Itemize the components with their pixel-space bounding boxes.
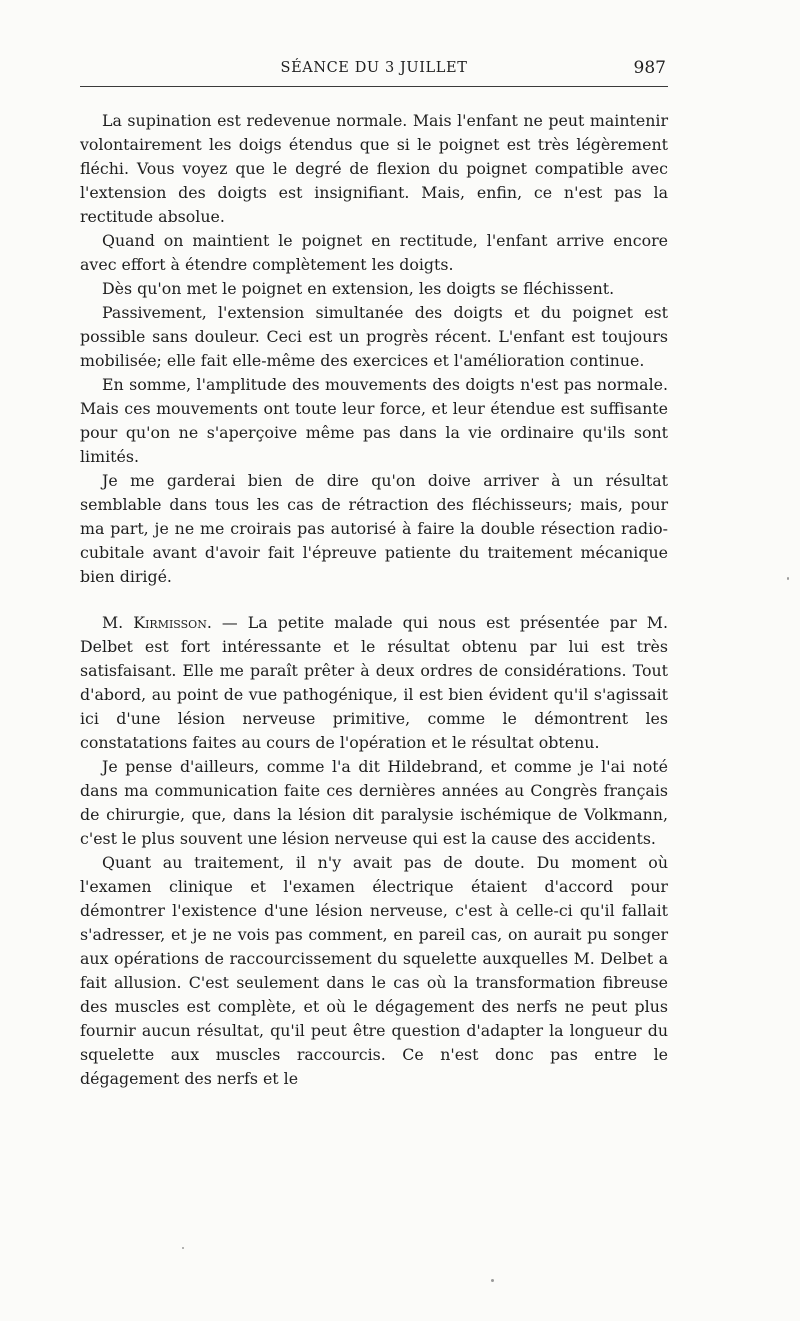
running-head: [80, 58, 668, 87]
kirmisson-intervention: [80, 611, 668, 755]
paragraph-2: Quand on maintient le poignet en rectitude, l'enfant arrive encore avec effort à étendre complètement les doigts.: [80, 231, 668, 274]
paragraph-6: Je me garderai bien de dire qu'on doive arriver à un résultat semblable dans tous les cas de rétraction des fléchisseurs; mais, pour ma part, je ne me croirais pas autorisé à faire la double résection radio-cubitale avant d'avoir fait l'épreuve patiente du traitement mécanique bien dirigé.: [80, 471, 668, 586]
paper-speck: [491, 1279, 494, 1282]
speaker-prefix: M.: [102, 613, 124, 632]
running-head-title: SÉANCE DU 3 JUILLET: [280, 60, 468, 76]
kirmisson-opening: — La petite malade qui nous est présentée par M. Delbet est fort intéressante et le résultat obtenu par lui est très satisfaisant. Elle me paraît prêter à deux ordres de considérations. Tout d'abord, au point de vue pathogénique, il est bien évident qu'il s'agissait ici d'une lésion nerveuse primitive, comme le démontrent les constatations faites au cours de l'opération et le résultat obtenu.: [80, 613, 668, 752]
page-number: 987: [633, 58, 666, 78]
paragraph-3: Dès qu'on met le poignet en extension, les doigts se fléchissent.: [102, 279, 615, 298]
paper-speck: [787, 577, 789, 580]
kirmisson-paragraph-2: Je pense d'ailleurs, comme l'a dit Hildebrand, et comme je l'ai noté dans ma communication faite ces dernières années au Congrès français de chirurgie, que, dans la lésion dit paralysie ischémique de Volkmann, c'est le plus souvent une lésion nerveuse qui est la cause des accidents.: [80, 757, 668, 848]
paragraph-4: Passivement, l'extension simultanée des doigts et du poignet est possible sans douleur. Ceci est un progrès récent. L'enfant est toujours mobilisée; elle fait elle-même des exercices et l'amélioration continue.: [80, 303, 668, 370]
speaker-name: Kirmisson.: [133, 613, 212, 632]
paragraph-5: En somme, l'amplitude des mouvements des doigts n'est pas normale. Mais ces mouvements ont toute leur force, et leur étendue est suffisante pour qu'on ne s'aperçoive même pas dans la vie ordinaire qu'ils sont limités.: [80, 375, 668, 466]
paragraph-1: La supination est redevenue normale. Mais l'enfant ne peut maintenir volontairement les doigs étendus que si le poignet est très légèrement fléchi. Vous voyez que le degré de flexion du poignet compatible avec l'extension des doigts est insignifiant. Mais, enfin, ce n'est pas la rectitude absolue.: [80, 111, 668, 226]
paper-speck: [182, 1247, 184, 1249]
book-page: [80, 58, 668, 1091]
kirmisson-paragraph-3: Quant au traitement, il n'y avait pas de doute. Du moment où l'examen clinique et l'examen électrique étaient d'accord pour démontrer l'existence d'une lésion nerveuse, c'est à celle-ci qu'il fallait s'adresser, et je ne vois pas comment, en pareil cas, on aurait pu songer aux opérations de raccourcissement du squelette auxquelles M. Delbet a fait allusion. C'est seulement dans le cas où la transformation fibreuse des muscles est complète, et où le dégagement des nerfs ne peut plus fournir aucun résultat, qu'il peut être question d'adapter la longueur du squelette aux muscles raccourcis. Ce n'est donc pas entre le dégagement des nerfs et le: [80, 853, 668, 1088]
page-text: [80, 109, 668, 1091]
